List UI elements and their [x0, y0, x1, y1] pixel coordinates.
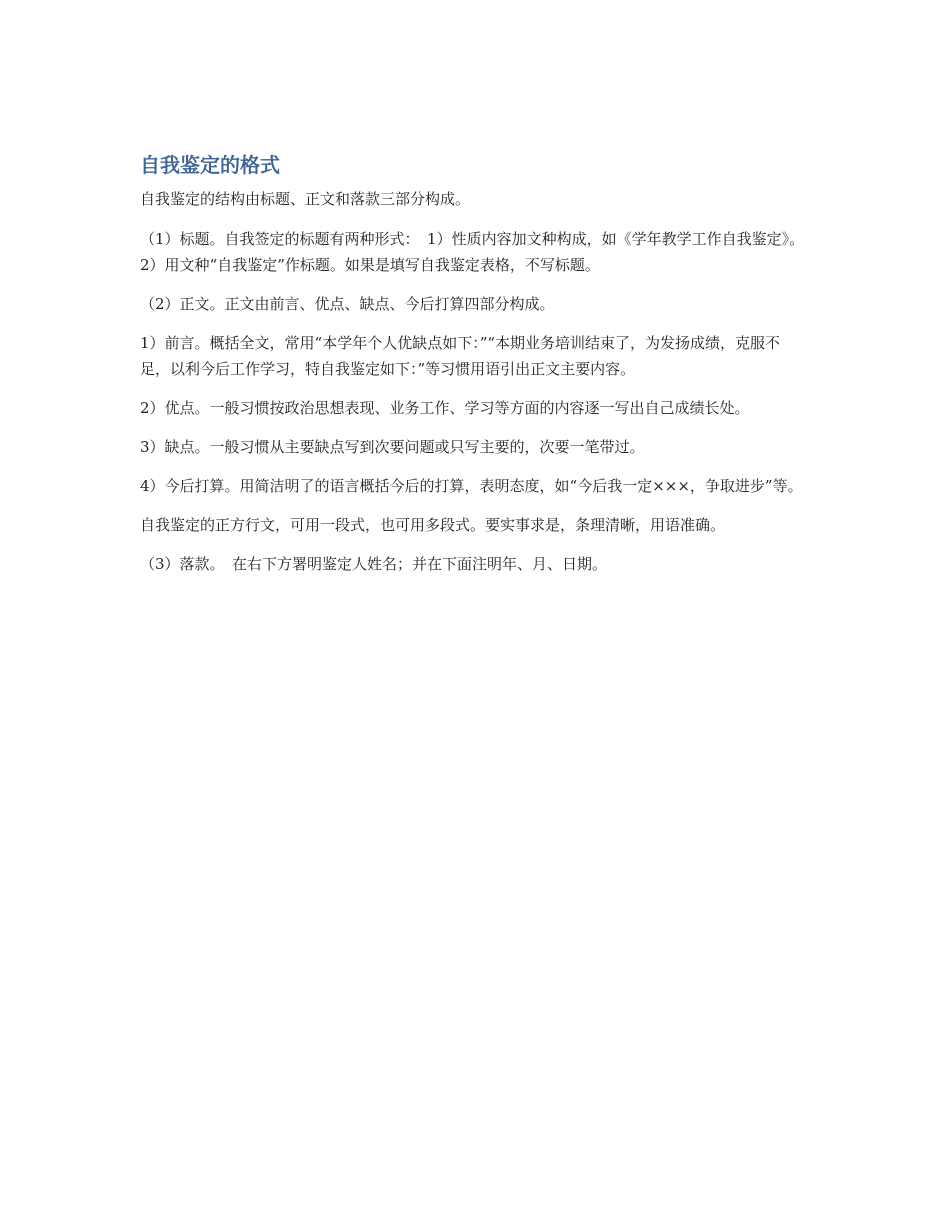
signature-section-paragraph: （3）落款。 在右下方署明鉴定人姓名；并在下面注明年、月、日期。 — [140, 555, 608, 573]
intro-paragraph: 自我鉴定的结构由标题、正文和落款三部分构成。 — [140, 190, 471, 208]
preface-paragraph: 1）前言。概括全文，常用“本学年个人优缺点如下：”“本期业务培训结束了，为发扬成绩，克服不足，以利今后工作学习，特自我鉴定如下：”等习惯用语引出正文主要内容。 — [140, 334, 781, 378]
writing-style-paragraph: 自我鉴定的正方行文，可用一段式，也可用多段式。要实事求是，条理清晰，用语准确。 — [140, 516, 726, 534]
title-section-paragraph: （1）标题。自我签定的标题有两种形式： 1）性质内容加文种构成，如《学年教学工作自我鉴定》。 2）用文种“自我鉴定”作标题。如果是填写自我鉴定表格，不写标题。 — [140, 230, 812, 274]
document-title: 自我鉴定的格式 — [140, 153, 280, 177]
document-body — [140, 150, 810, 590]
body-section-paragraph: （2）正文。正文由前言、优点、缺点、今后打算四部分构成。 — [140, 295, 555, 313]
weaknesses-paragraph: 3）缺点。一般习惯从主要缺点写到次要问题或只写主要的，次要一笔带过。 — [140, 438, 645, 456]
strengths-paragraph: 2）优点。一般习惯按政治思想表现、业务工作、学习等方面的内容逐一写出自己成绩长处。 — [140, 399, 750, 417]
future-plans-paragraph: 4）今后打算。用简洁明了的语言概括今后的打算，表明态度，如“今后我一定×××，争取进步”等。 — [140, 477, 803, 495]
